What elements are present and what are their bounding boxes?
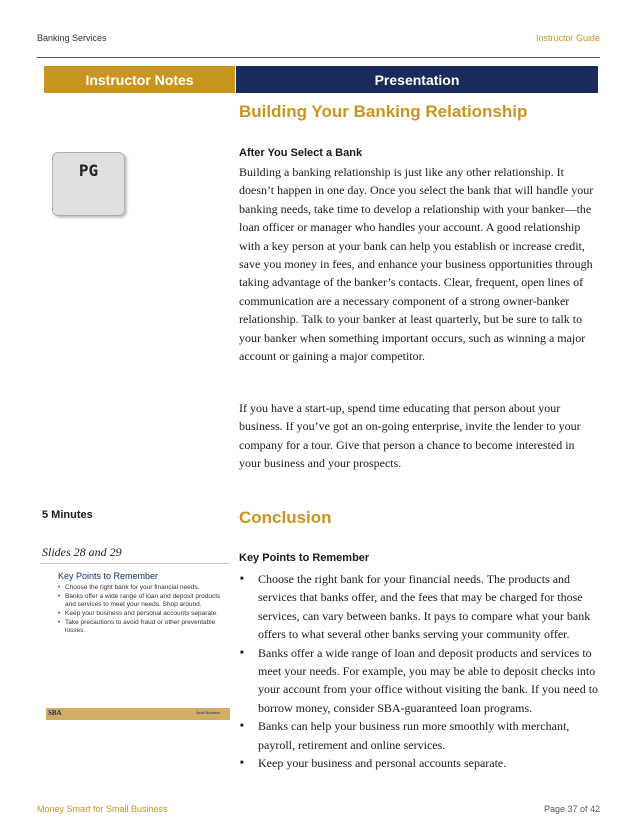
slide-thumbnail-item: • Choose the right bank for your financial needs.	[58, 584, 224, 592]
duration-label: 5 Minutes	[42, 509, 93, 521]
paragraph-relationship: Building a banking relationship is just like any other relationship. It doesn’t happen in one day. Once you select the bank that will handle your banking needs, take time to develop a relationship with your banker—the loan officer or manager who handles your account. A good relationship with a key person at your bank can help you establish or increase credit, save you money in fees, and enhance your business opportunities through taking advantage of the banker’s contacts. Clear, frequent, open lines of communication are a necessary component of a strong owner-banker relationship. Talk to your banker at least quarterly, but be sure to talk to your banker when something important occurs, such as winning a major account or gaining a major competitor.	[239, 165, 594, 364]
header-rule	[37, 57, 600, 58]
paragraph-startup: If you have a start-up, spend time educating that person about your business. If you’ve got an on-going enterprise, invite the lender to your company for a tour. Give that person a chance to become interested in your business and your prospects.	[239, 401, 581, 471]
section-title-banking-relationship: Building Your Banking Relationship	[239, 102, 528, 121]
column-header-presentation: Presentation	[236, 66, 598, 93]
slide-thumbnail-footer-text: Small Business	[196, 711, 220, 715]
slide-thumbnail-list	[58, 584, 224, 636]
slide-thumbnail-footer	[46, 708, 230, 720]
key-points-list	[239, 570, 599, 772]
list-item: ■ Banks offer a wide range of loan and deposit products and services to meet your needs. For example, you may be able to deposit checks into your account from your office without visiting the bank. If you need to borrow money, consider SBA-guaranteed loan programs.	[239, 644, 599, 718]
slide-thumbnail-item: • Take precautions to avoid fraud or other preventable losses.	[58, 619, 224, 635]
list-item: ■ Keep your business and personal accounts separate.	[239, 754, 599, 772]
slide-thumbnail-title: Key Points to Remember	[58, 571, 159, 581]
section-subtitle-key-points: Key Points to Remember	[239, 552, 370, 564]
header-left: Banking Services	[37, 33, 107, 43]
slide-thumbnail-item: • Keep your business and personal accounts separate.	[58, 610, 224, 618]
section-title-conclusion: Conclusion	[239, 508, 332, 527]
column-header-instructor-notes: Instructor Notes	[44, 66, 235, 93]
footer-page-number: Page 37 of 42	[543, 804, 600, 814]
slides-label: Slides 28 and 29	[42, 545, 122, 559]
list-item: ■ Banks can help your business run more smoothly with merchant, payroll, retirement and online services.	[239, 717, 599, 754]
list-item: ■ Choose the right bank for your financial needs. The products and services that banks offer, and the fees that may be charged for those services, can vary between banks. It pays to compare what your bank offers to what several other banks serving your community offer.	[239, 570, 599, 644]
sba-logo: SBA	[48, 709, 62, 717]
pg-badge-icon: PG	[52, 152, 125, 216]
header-right: Instructor Guide	[535, 33, 600, 43]
slide-thumbnail	[40, 563, 230, 724]
slide-thumbnail-item: • Banks offer a wide range of loan and deposit products and services to meet your needs. Shop around.	[58, 593, 224, 609]
section-subtitle-after-select: After You Select a Bank	[239, 147, 363, 159]
footer-left: Money Smart for Small Business	[37, 804, 168, 814]
